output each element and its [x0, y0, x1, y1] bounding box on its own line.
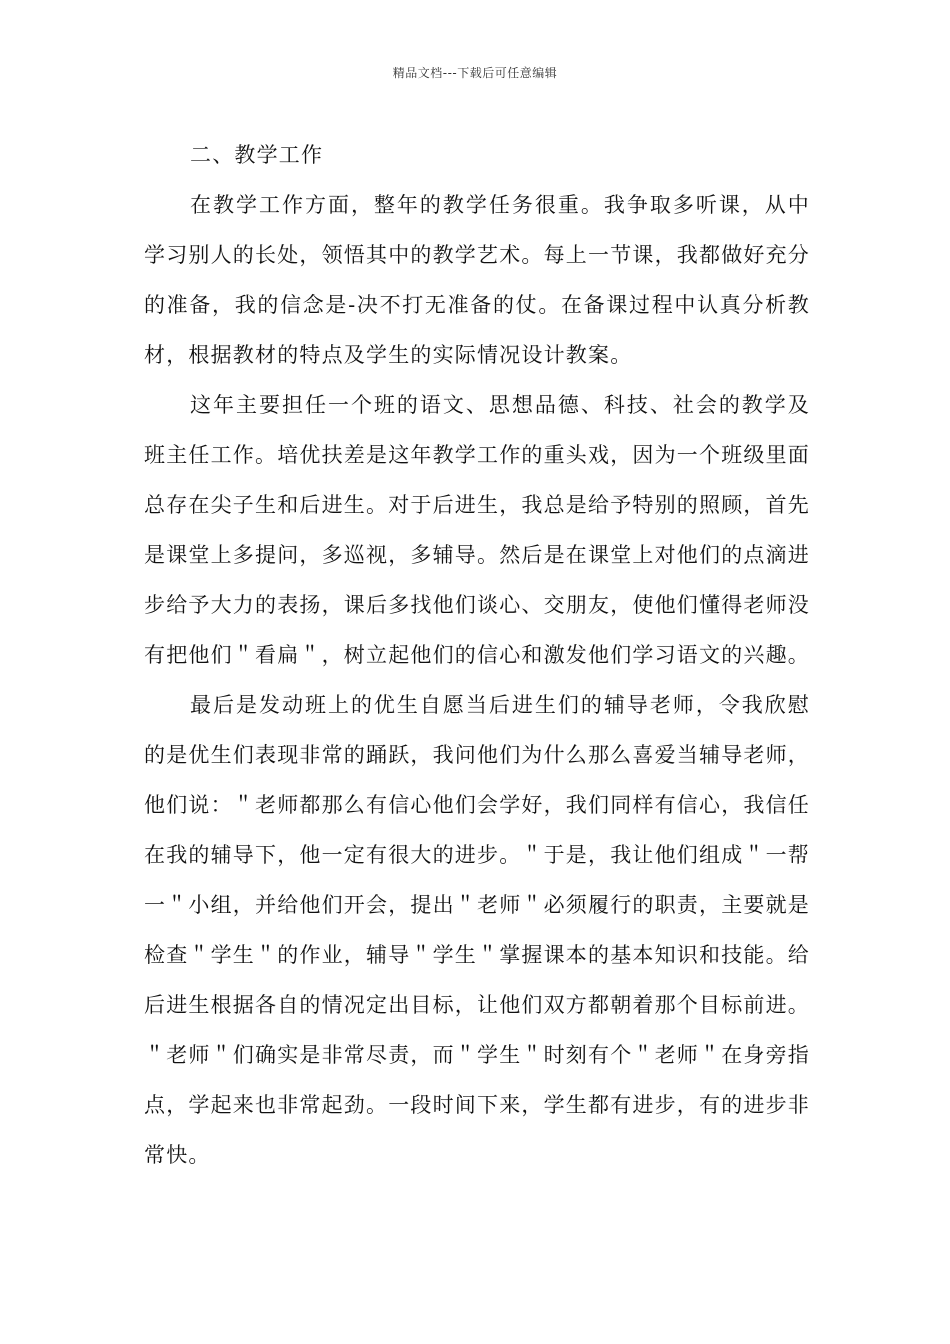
paragraph-class-work: 这年主要担任一个班的语文、思想品德、科技、社会的教学及班主任工作。培优扶差是这年教学工作的重头戏，因为一个班级里面总存在尖子生和后进生。对于后进生，我总是给予特别的照顾，首先是课堂上多提问，多巡视，多辅导。然后是在课堂上对他们的点滴进步给予大力的表扬，课后多找他们谈心、交朋友，使他们懂得老师没有把他们＂看扁＂，树立起他们的信心和激发他们学习语文的兴趣。 [144, 393, 810, 667]
paragraph-teaching-overview: 在教学工作方面，整年的教学任务很重。我争取多听课，从中学习别人的长处，领悟其中的教学艺术。每上一节课，我都做好充分的准备，我的信念是-决不打无准备的仗。在备课过程中认真分析教材，根据教材的特点及学生的实际情况设计教案。 [144, 193, 810, 367]
page-header: 精品文档---下载后可任意编辑 [392, 66, 558, 80]
document-body [144, 130, 810, 1180]
section-heading: 二、教学工作 [190, 143, 324, 167]
paragraph-peer-tutoring: 最后是发动班上的优生自愿当后进生们的辅导老师，令我欣慰的是优生们表现非常的踊跃，我问他们为什么那么喜爱当辅导老师，他们说：＂老师都那么有信心他们会学好，我们同样有信心，我信任在我的辅导下，他一定有很大的进步。＂于是，我让他们组成＂一帮一＂小组，并给他们开会，提出＂老师＂必须履行的职责，主要就是检查＂学生＂的作业，辅导＂学生＂掌握课本的基本知识和技能。给后进生根据各自的情况定出目标，让他们双方都朝着那个目标前进。＂老师＂们确实是非常尽责，而＂学生＂时刻有个＂老师＂在身旁指点，学起来也非常起劲。一段时间下来，学生都有进步，有的进步非常快。 [144, 693, 810, 1167]
